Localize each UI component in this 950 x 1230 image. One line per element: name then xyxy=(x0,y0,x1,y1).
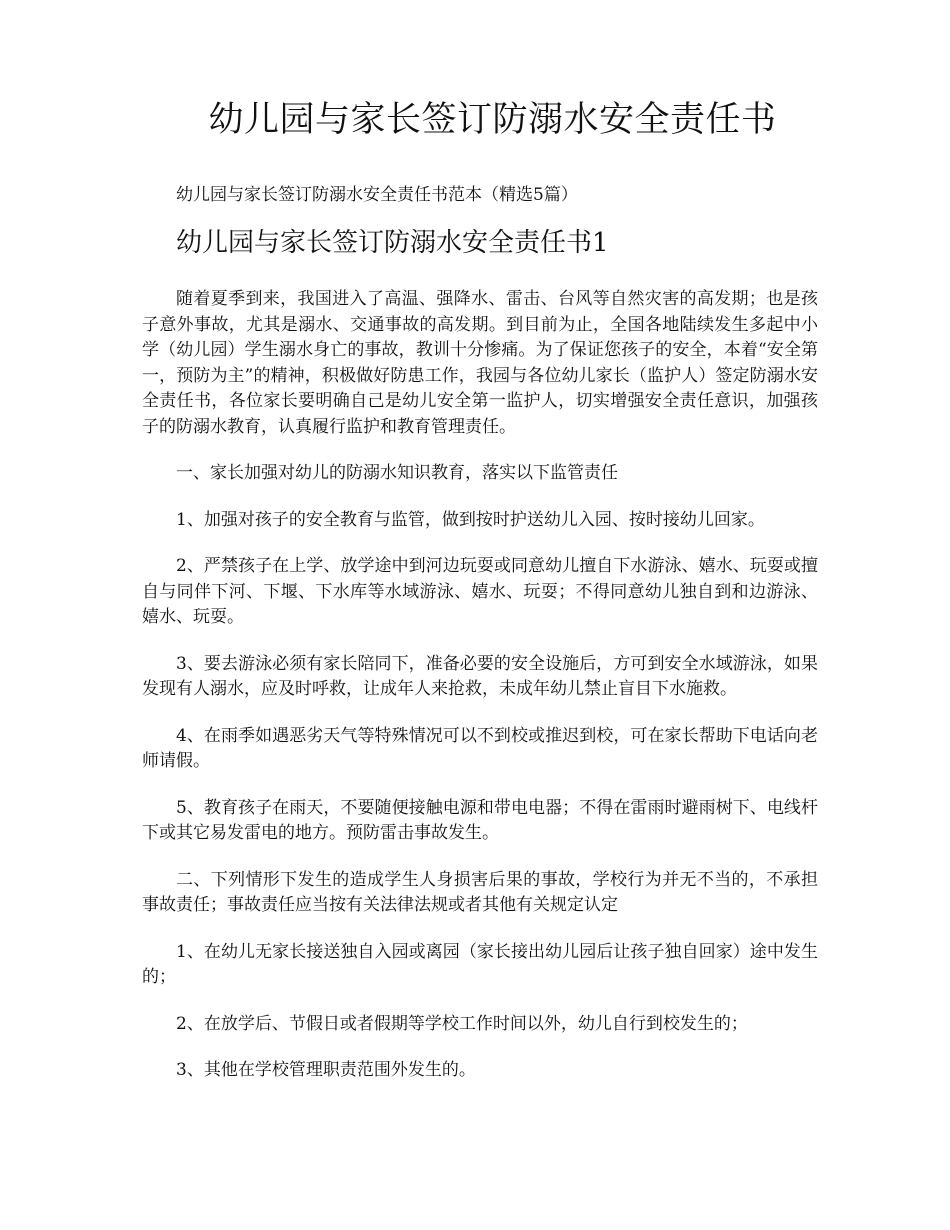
document-body xyxy=(142,287,818,1105)
paragraph-section-one: 一、家长加强对幼儿的防溺水知识教育，落实以下监管责任 xyxy=(176,463,618,483)
paragraph-item: 5、教育孩子在雨天，不要随便接触电源和带电电器；不得在雷雨时避雨树下、电线杆下或其它易发雷电的地方。预防雷击事故发生。 xyxy=(142,797,818,843)
paragraph-item: 3、其他在学校管理职责范围外发生的。 xyxy=(176,1060,476,1080)
paragraph-item: 2、严禁孩子在上学、放学途中到河边玩耍或同意幼儿擅自下水游泳、嬉水、玩耍或擅自与同伴下河、下堰、下水库等水域游泳、嬉水、玩耍；不得同意幼儿独自到和边游泳、嬉水、玩耍。 xyxy=(142,556,818,627)
document-subtitle: 幼儿园与家长签订防溺水安全责任书范本（精选5篇） xyxy=(176,185,578,205)
paragraph-item: 3、要去游泳必须有家长陪同下，准备必要的安全设施后，方可到安全水域游泳，如果发现有人溺水，应及时呼救，让成年人来抢救，未成年幼儿禁止盲目下水施救。 xyxy=(142,653,818,699)
paragraph-section-two: 二、下列情形下发生的造成学生人身损害后果的事故，学校行为并无不当的，不承担事故责任；事故责任应当按有关法律法规或者其他有关规定认定 xyxy=(142,869,818,915)
paragraph-item: 4、在雨季如遇恶劣天气等特殊情况可以不到校或推迟到校，可在家长帮助下电话向老师请假。 xyxy=(142,725,818,771)
document-title: 幼儿园与家长签订防溺水安全责任书 xyxy=(208,100,777,140)
paragraph-item: 2、在放学后、节假日或者假期等学校工作时间以外，幼儿自行到校发生的； xyxy=(176,1013,748,1034)
section-heading: 幼儿园与家长签订防溺水安全责任书1 xyxy=(176,228,609,258)
paragraph-item: 1、加强对孩子的安全教育与监管，做到按时护送幼儿入园、按时接幼儿回家。 xyxy=(176,509,765,530)
paragraph-intro: 随着夏季到来，我国进入了高温、强降水、雷击、台风等自然灾害的高发期；也是孩子意外事故，尤其是溺水、交通事故的高发期。到目前为止，全国各地陆续发生多起中小学（幼儿园）学生溺水身亡的事故，教训十分惨痛。为了保证您孩子的安全，本着“安全第一，预防为主”的精神，积极做好防患工作，我园与各位幼儿家长（监护人）签定防溺水安全责任书，各位家长要明确自己是幼儿安全第一监护人，切实增强安全责任意识，加强孩子的防溺水教育，认真履行监护和教育管理责任。 xyxy=(142,289,818,437)
paragraph-item: 1、在幼儿无家长接送独自入园或离园（家长接出幼儿园后让孩子独自回家）途中发生的； xyxy=(142,941,818,987)
